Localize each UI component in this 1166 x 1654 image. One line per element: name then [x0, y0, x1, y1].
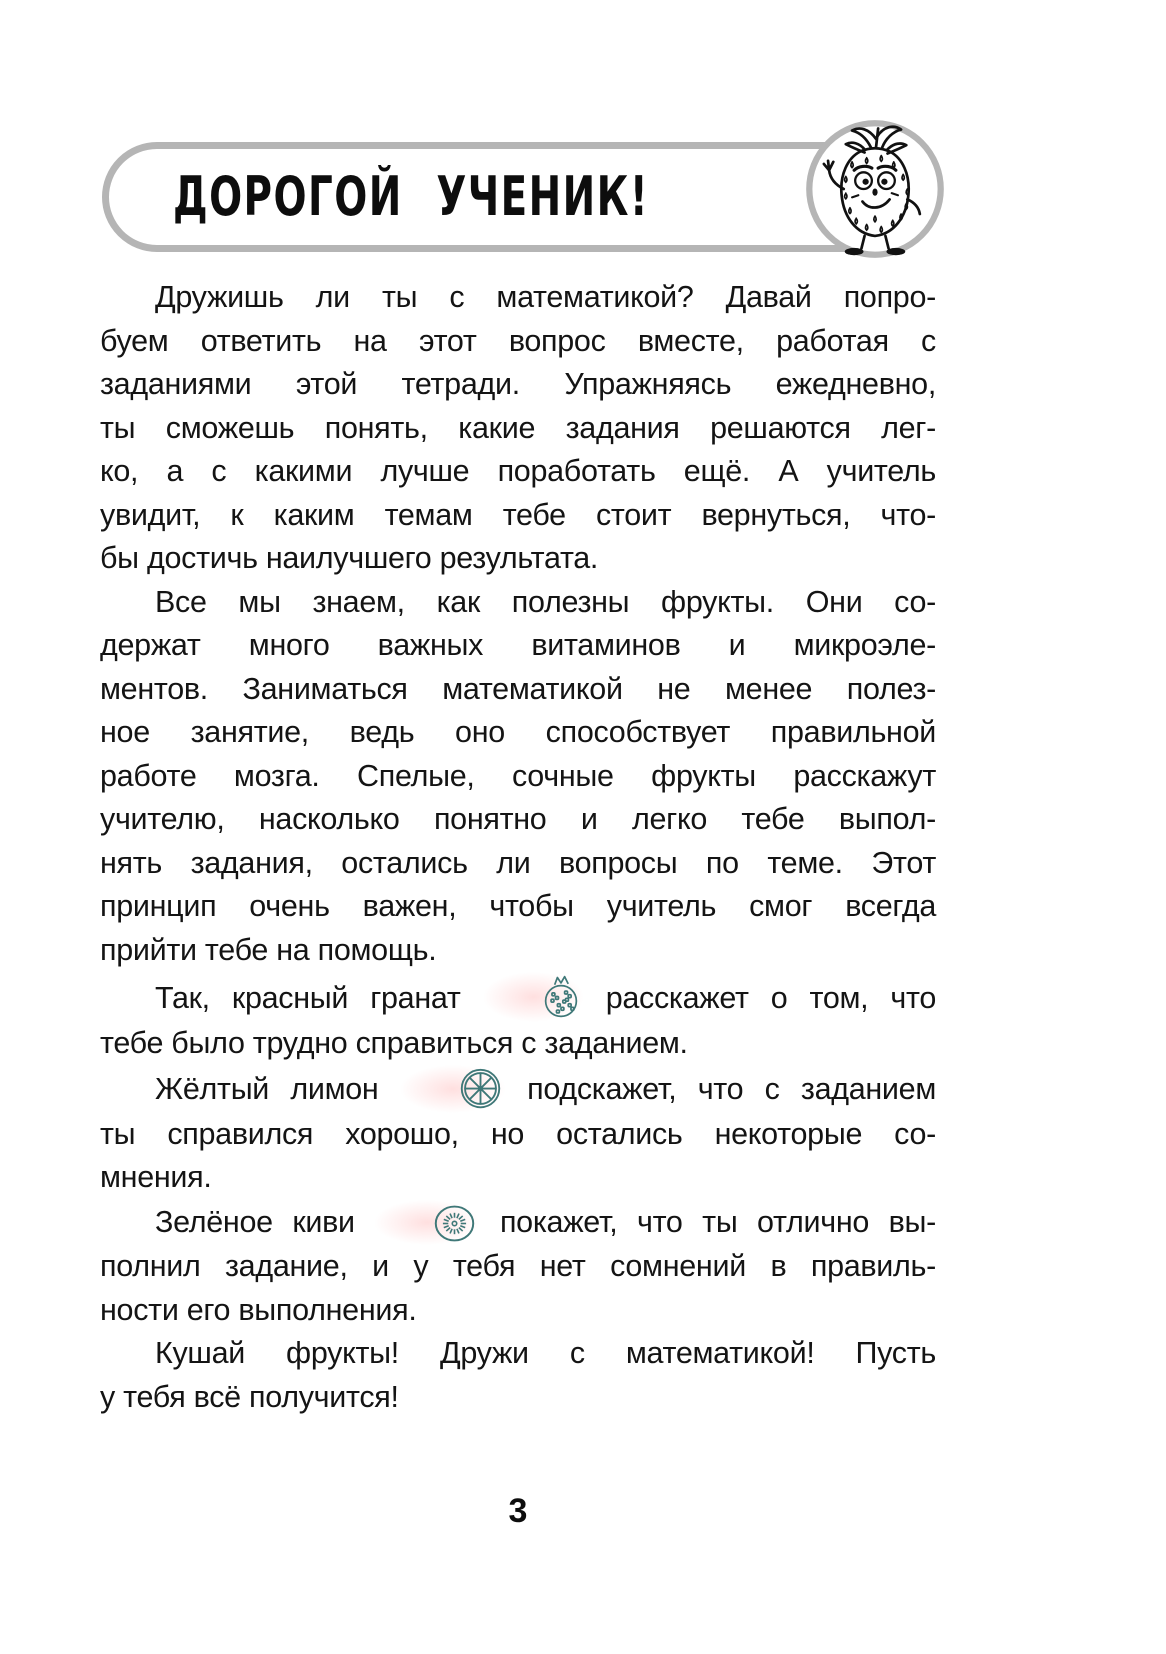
text-line: держат много важных витаминов и микроэле-: [100, 628, 936, 662]
text-line: ко, а с какими лучше поработать ещё. А учитель: [100, 454, 936, 488]
text-line: прийти тебе на помощь.: [100, 932, 437, 967]
text-line: ты сможешь понять, какие задания решаются лег-: [100, 410, 936, 445]
strawberry-character-icon: [802, 116, 948, 262]
text-line: принцип очень важен, чтобы учитель смог всегда: [100, 889, 936, 923]
text-line: бы достичь наилучшего результата.: [100, 541, 599, 575]
text-line: заданиями этой тетради. Упражняясь ежедневно,: [100, 367, 936, 401]
text-line: мнения.: [100, 1160, 212, 1194]
text-line: ное занятие, ведь оно способствует правильной: [100, 715, 936, 749]
text-line: буем ответить на этот вопрос вместе, работая с: [100, 323, 936, 358]
kiwi-slice-icon: [374, 1200, 480, 1246]
text-line: тебе было трудно справиться с заданием.: [100, 1025, 688, 1060]
pomegranate-icon: [483, 972, 584, 1022]
text-line: ты справился хорошо, но остались некоторые со-: [100, 1116, 936, 1151]
text-line: увидит, к каким темам тебе стоит вернуться, что-: [100, 497, 936, 532]
page-number: 3: [508, 1492, 528, 1530]
text-block: [100, 276, 936, 1419]
text-line: учителю, насколько понятно и легко тебе выпол-: [100, 802, 936, 836]
text-line: Так, красный гранат расскажет о том, что: [100, 972, 936, 1022]
text-line: Зелёное киви покажет, что ты отлично вы-: [100, 1200, 936, 1246]
page-title: ДОРОГОЙ УЧЕНИК!: [173, 165, 649, 228]
lemon-slice-icon: [400, 1065, 506, 1113]
text-line: Жёлтый лимон подскажет, что с заданием: [100, 1065, 936, 1113]
text-line: ности его выполнения.: [100, 1292, 417, 1327]
text-line: у тебя всё получится!: [100, 1379, 399, 1414]
text-line: Все мы знаем, как полезны фрукты. Они со-: [155, 584, 936, 619]
text-line: полнил задание, и у тебя нет сомнений в правиль-: [100, 1249, 936, 1283]
text-line: работе мозга. Спелые, сочные фрукты расскажут: [100, 758, 936, 793]
text-line: ментов. Заниматься математикой не менее полез-: [100, 671, 936, 706]
text-line: Дружишь ли ты с математикой? Давай попро-: [155, 280, 936, 314]
text-line: нять задания, остались ли вопросы по теме. Этот: [100, 845, 936, 880]
header-pill: [102, 142, 900, 252]
text-line: Кушай фрукты! Дружи с математикой! Пусть: [155, 1336, 936, 1370]
